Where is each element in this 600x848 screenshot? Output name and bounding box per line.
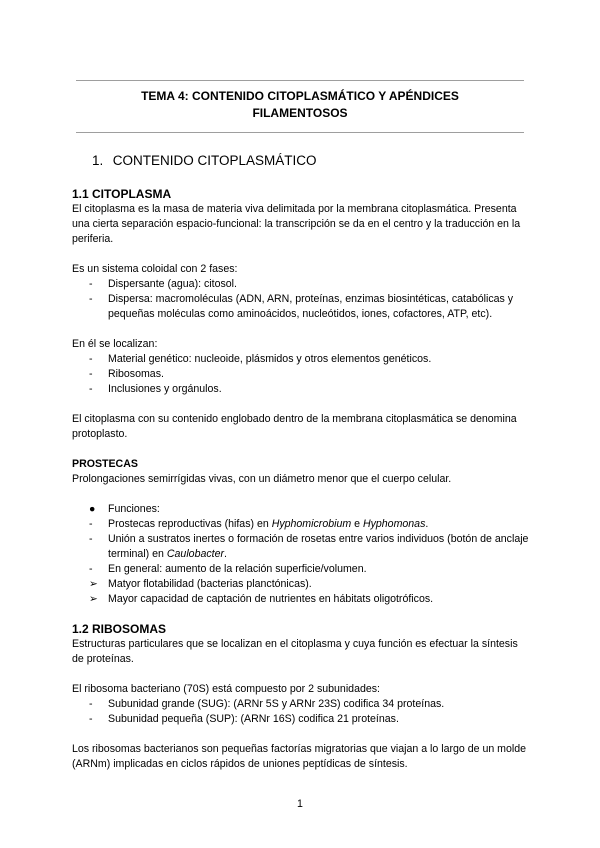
document-title [76, 88, 524, 122]
document-body [72, 152, 532, 772]
list-item: - Prostecas reproductivas (hifas) en Hyphomicrobium e Hyphomonas. [89, 518, 429, 530]
dash-marker: - [89, 563, 93, 575]
list-item: - Material genético: nucleoide, plásmidos y otros elementos genéticos. [89, 353, 432, 365]
list-item: ➢ Matyor flotabilidad (bacterias planctónicas). [89, 578, 312, 590]
dash-marker: - [89, 713, 93, 725]
list-item: - Subunidad pequeña (SUP): (ARNr 16S) codifica 21 proteínas. [89, 713, 399, 725]
list-item: - Dispersa: macromoléculas (ADN, ARN, proteínas, enzimas biosintéticas, catabólicas y pequeñas moléculas como aminoácidos, nucleótidos, iones, cofactores, ATP, etc). [89, 293, 514, 320]
title-line-2: FILAMENTOSOS [252, 106, 348, 120]
citoplasma-paragraph-3: En él se localizan: [72, 338, 158, 350]
citoplasma-paragraph-4: El citoplasma con su contenido englobado dentro de la membrana citoplasmática se denomina protoplasto. [72, 413, 517, 440]
citoplasma-paragraph-2: Es un sistema coloidal con 2 fases: [72, 263, 238, 275]
title-bottom-rule [76, 132, 524, 133]
list-item: ➢ Mayor capacidad de captación de nutrientes en hábitats oligotróficos. [89, 593, 434, 605]
dash-marker: - [89, 368, 93, 380]
citoplasma-paragraph-1: El citoplasma es la masa de materia viva delimitada por la membrana citoplasmática. Presenta una cierta separación espacio-funcional: la transcripción se da en el centro y la traducción en la periferia. [72, 203, 521, 245]
ribosomas-paragraph-2: El ribosoma bacteriano (70S) está compuesto por 2 subunidades: [72, 683, 380, 695]
title-top-rule [76, 80, 524, 81]
dash-marker: - [89, 278, 93, 290]
dash-marker: - [89, 698, 93, 710]
section-heading [92, 152, 532, 170]
bullet-marker: ● [89, 503, 96, 515]
list-item: - Subunidad grande (SUG): (ARNr 5S y ARNr 23S) codifica 34 proteínas. [89, 698, 445, 710]
dash-marker: - [89, 383, 93, 395]
prostecas-heading: PROSTECAS [72, 458, 138, 470]
list-item: ● Funciones: [89, 503, 160, 515]
prostecas-list [72, 502, 532, 607]
dash-marker: - [89, 533, 93, 545]
section-title: CONTENIDO CITOPLASMÁTICO [112, 153, 317, 168]
list-item: - En general: aumento de la relación superficie/volumen. [89, 563, 367, 575]
subunidades-list [72, 697, 532, 727]
ribosomas-paragraph-1: Estructuras particulares que se localizan en el citoplasma y cuya función es efectuar la síntesis de proteínas. [72, 638, 518, 665]
dash-marker: - [89, 518, 93, 530]
ribosomas-paragraph-3: Los ribosomas bacterianos son pequeñas factorías migratorias que viajan a lo largo de un molde (ARNm) implicadas en ciclos rápidos de uniones peptídicas de síntesis. [72, 743, 527, 770]
list-item: - Inclusiones y orgánulos. [89, 383, 222, 395]
fases-list [72, 277, 532, 322]
page-number: 1 [297, 798, 303, 810]
prostecas-paragraph: Prolongaciones semirrígidas vivas, con un diámetro menor que el cuerpo celular. [72, 473, 452, 485]
localizan-list [72, 352, 532, 397]
dash-marker: - [89, 293, 93, 305]
title-line-1: TEMA 4: CONTENIDO CITOPLASMÁTICO Y APÉNDICES [141, 89, 459, 103]
arrow-marker: ➢ [89, 593, 98, 605]
list-item: - Unión a sustratos inertes o formación de rosetas entre varios individuos (botón de anclaje terminal) en Caulobacter. [89, 533, 529, 560]
list-item: - Dispersante (agua): citosol. [89, 278, 237, 290]
dash-marker: - [89, 353, 93, 365]
ribosomas-heading: 1.2 RIBOSOMAS [72, 622, 167, 636]
section-number: 1. [92, 153, 104, 168]
list-item: - Ribosomas. [89, 368, 164, 380]
arrow-marker: ➢ [89, 578, 98, 590]
citoplasma-heading: 1.1 CITOPLASMA [72, 187, 172, 201]
